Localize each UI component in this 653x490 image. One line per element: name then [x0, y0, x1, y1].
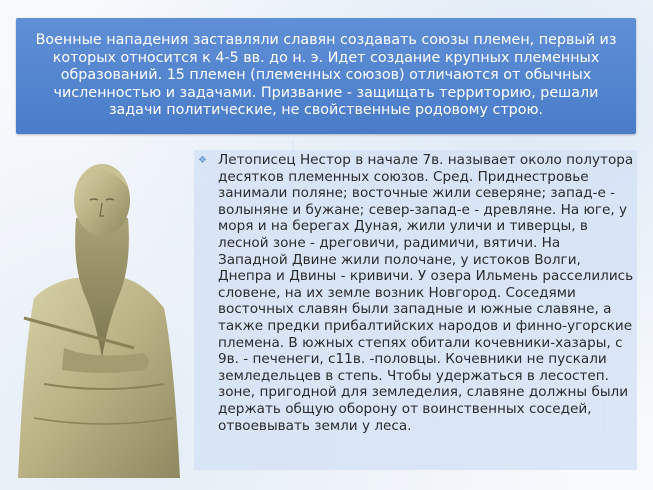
bullet-icon: ❖ — [198, 155, 207, 166]
body-text: Летописец Нестор в начале 7в. называет около полутора десятков племенных союзов. Сред. Приднестровье занимали поляне; восточные жили северяне; запад-е - волыняне и бужане; север-запад-е - древляне. На юге, у моря и на берегах Дуная, жили уличи и тиверцы, в лесной зоне - дреговичи, радимичи, вятичи. На Западной Двине жили полочане, у истоков Волги, Днепра и Двины - кривичи. У озера Ильмень расселились словене, на их земле возник Новгород. Соседями восточных славян были западные и южные славяне, а также предки прибалтийских народов и финно-угорские племена. В южных степях обитали кочевники-хазары, с 9в. - печенеги, с11в. -половцы. Кочевники не пускали земледельцев в степь. Чтобы удержаться в лесостеп. зоне, пригодной для земледелия, славяне должны были держать общую оборону от воинственных соседей, отвоевывать земли у леса. — [218, 152, 634, 434]
nestor-statue-image — [4, 148, 192, 478]
header-box — [16, 18, 636, 134]
header-text: Военные нападения заставляли славян создавать союзы племен, первый из которых относится к 4-5 вв. до н. э. Идет создание крупных племенных образований. 15 племен (племенных союзов) отличаются от обычных численностью и задачами. Призвание - защищать территорию, решали задачи политические, не свойственные родовому строю. — [35, 32, 617, 119]
